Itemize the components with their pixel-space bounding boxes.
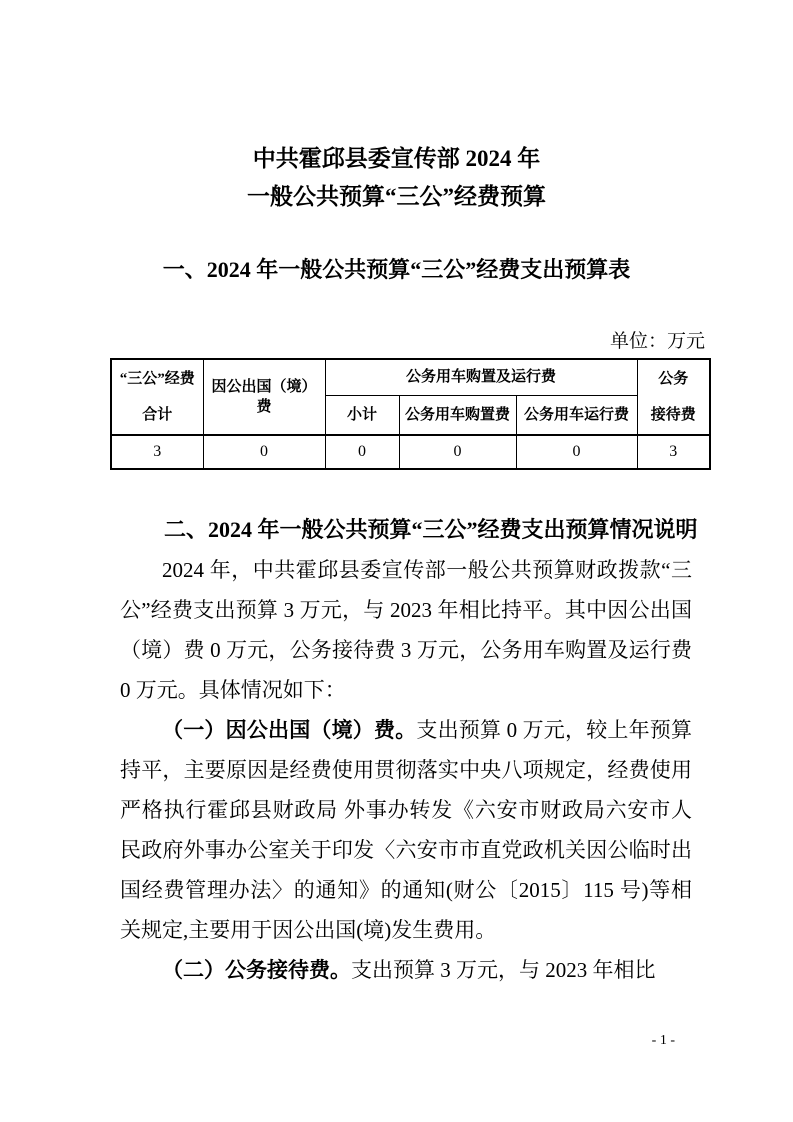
paragraph-overview: 2024 年，中共霍邱县委宣传部一般公共预算财政拨款“三公”经费支出预算 3 万元，与 2023 年相比持平。其中因公出国（境）费 0 万元，公务接待费 3 万元，公务用车购置及运行费 0 万元。具体情况如下：: [120, 558, 692, 702]
table-header-vehicle-purchase: 公务用车购置费: [399, 395, 516, 435]
budget-table: [110, 358, 711, 470]
paragraph-abroad: [120, 710, 692, 950]
section-2-heading: 二、2024 年一般公共预算“三公”经费支出预算情况说明: [164, 517, 698, 542]
table-value-vehicle-operation: 0: [516, 435, 637, 469]
table-header-reception-line1: 公务: [658, 371, 689, 387]
table-data-row: [111, 435, 710, 469]
title-line-2: 一般公共预算“三公”经费预算: [247, 184, 546, 209]
table-header-vehicle-group: 公务用车购置及运行费: [325, 359, 637, 395]
table-header-total-line1: “三公”经费: [119, 371, 195, 387]
table-value-reception: 3: [637, 435, 710, 469]
table-value-abroad: 0: [203, 435, 325, 469]
paragraph-abroad-lead: （一）因公出国（境）费。: [162, 718, 417, 742]
unit-label: 单位：万元: [609, 331, 705, 352]
table-header-total: [111, 359, 203, 435]
table-header-total-line2: 合计: [142, 407, 173, 423]
table-header-reception: [637, 359, 710, 435]
table-value-vehicle-subtotal: 0: [325, 435, 399, 469]
table-value-vehicle-purchase: 0: [399, 435, 516, 469]
title-line-1: 中共霍邱县委宣传部 2024 年: [252, 146, 541, 171]
document-body: [120, 510, 698, 990]
document-title: [0, 140, 793, 216]
paragraph-reception-body: 支出预算 3 万元，与 2023 年相比: [351, 958, 656, 982]
table-header-reception-line2: 接待费: [650, 407, 696, 423]
table-header-vehicle-subtotal: 小计: [325, 395, 399, 435]
section-1-heading: 一、2024 年一般公共预算“三公”经费支出预算表: [162, 257, 631, 282]
table-header-vehicle-operation: 公务用车运行费: [516, 395, 637, 435]
table-value-total: 3: [111, 435, 203, 469]
page-number: - 1 -: [651, 1033, 675, 1048]
paragraph-reception: [120, 950, 692, 990]
paragraph-abroad-body: 支出预算 0 万元，较上年预算持平，主要原因是经费使用贯彻落实中央八项规定，经费使用严格执行霍邱县财政局 外事办转发《六安市财政局六安市人民政府外事办公室关于印发〈六安市市直党政机关因公临时出国经费管理办法〉的通知》的通知(财公〔2015〕115 号)等相关规定,主要用于因公出国(境)发生费用。: [120, 718, 693, 942]
table-header-abroad: 因公出国（境）费: [203, 359, 325, 435]
paragraph-reception-lead: （二）公务接待费。: [162, 958, 351, 982]
